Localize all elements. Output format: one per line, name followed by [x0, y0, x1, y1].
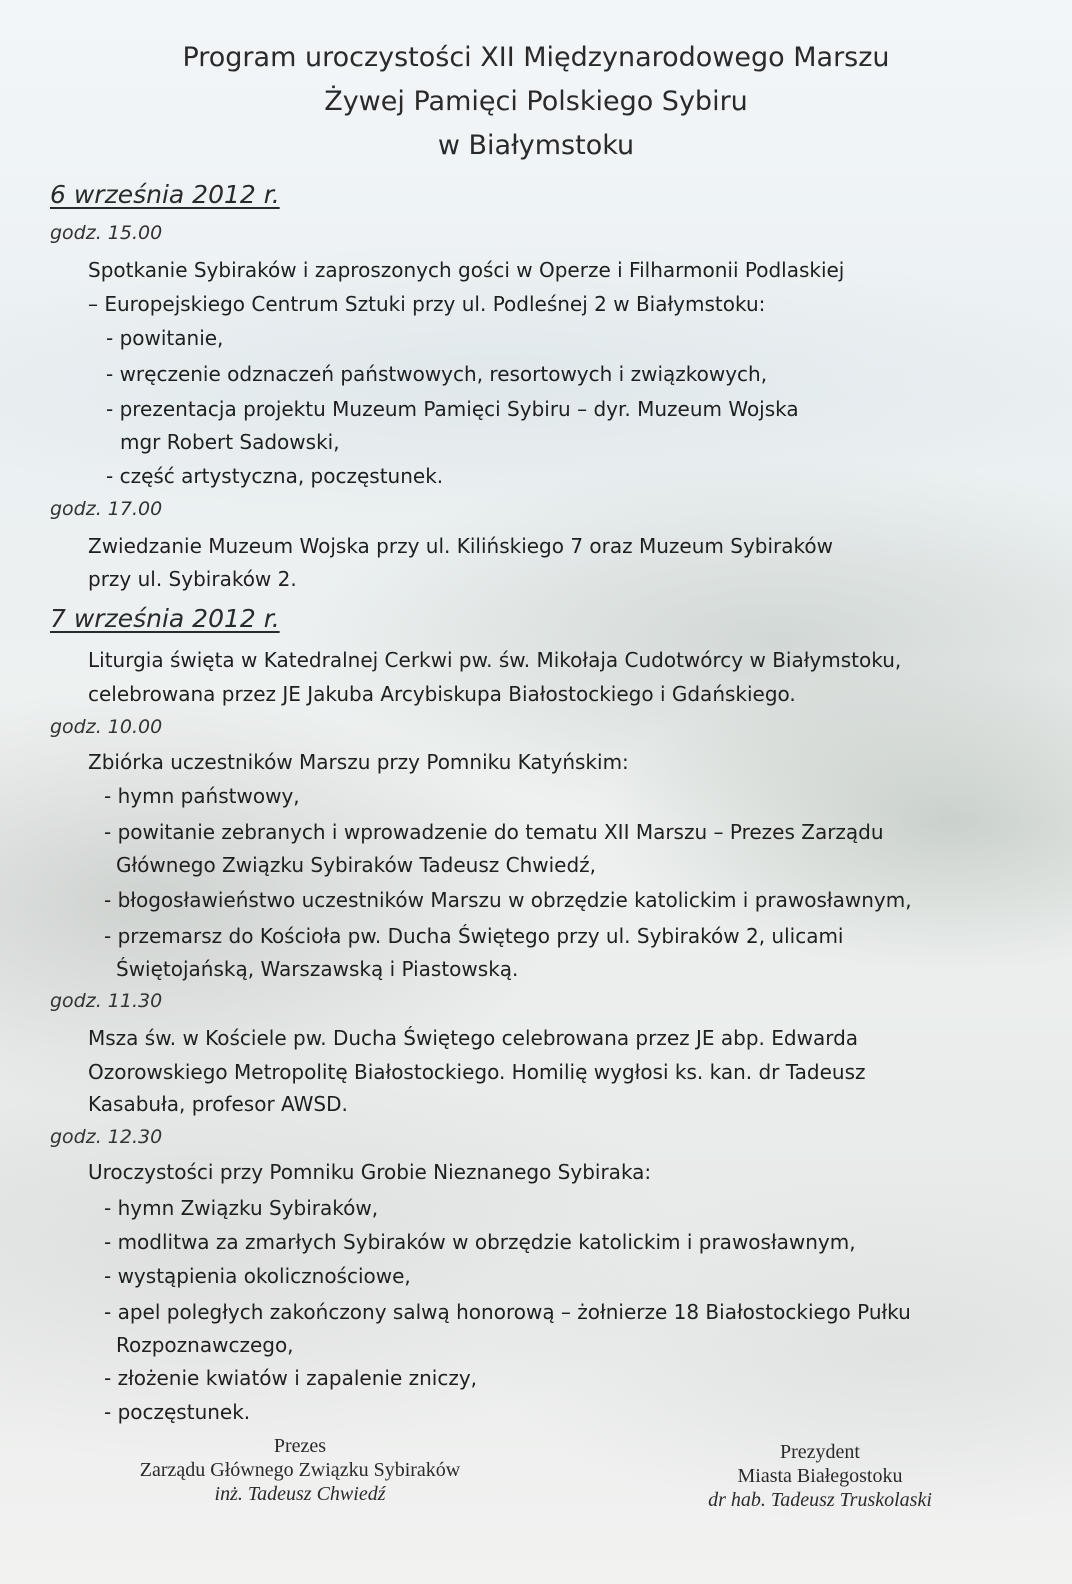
- list-item: - przemarsz do Kościoła pw. Ducha Świętego przy ul. Sybiraków 2, ulicami: [104, 924, 844, 948]
- list-item-continuation: mgr Robert Sadowski,: [120, 430, 340, 454]
- list-item: - wystąpienia okolicznościowe,: [104, 1264, 411, 1288]
- signature-org: Miasta Białegostoku: [737, 1465, 903, 1487]
- program-line: Ozorowskiego Metropolitę Białostockiego. Homilię wygłosi ks. kan. dr Tadeusz: [88, 1060, 866, 1084]
- program-line: Liturgia święta w Katedralnej Cerkwi pw. św. Mikołaja Cudotwórcy w Białymstoku,: [88, 648, 902, 672]
- list-item: - apel poległych zakończony salwą honorową – żołnierze 18 Białostockiego Pułku: [104, 1300, 911, 1324]
- list-item: - błogosławieństwo uczestników Marszu w obrzędzie katolickim i prawosławnym,: [104, 888, 912, 912]
- date-heading-day1: 6 września 2012 r.: [50, 180, 280, 209]
- signature-role: Prezydent: [780, 1441, 860, 1463]
- list-item-continuation: Głównego Związku Sybiraków Tadeusz Chwiedź,: [116, 853, 597, 877]
- signature-name: dr hab. Tadeusz Truskolaski: [708, 1489, 932, 1511]
- program-line: Zbiórka uczestników Marszu przy Pomniku Katyńskim:: [88, 750, 629, 774]
- time-label: godz. 11.30: [50, 990, 163, 1012]
- signature-name: inż. Tadeusz Chwiedź: [214, 1483, 386, 1505]
- program-line: – Europejskiego Centrum Sztuki przy ul. Podleśnej 2 w Białymstoku:: [88, 292, 766, 316]
- title-line-3: w Białymstoku: [437, 130, 635, 161]
- program-line: przy ul. Sybiraków 2.: [88, 567, 297, 591]
- list-item: - hymn państwowy,: [104, 784, 300, 808]
- program-line: Spotkanie Sybiraków i zaproszonych gości w Operze i Filharmonii Podlaskiej: [88, 258, 845, 282]
- signature-left: [60, 1434, 540, 1506]
- title-line-1: Program uroczystości XII Międzynarodowego Marszu: [182, 42, 890, 73]
- program-line: Msza św. w Kościele pw. Ducha Świętego celebrowana przez JE abp. Edwarda: [88, 1026, 859, 1050]
- list-item-continuation: Rozpoznawczego,: [116, 1333, 294, 1357]
- date-heading-day2: 7 września 2012 r.: [50, 604, 280, 633]
- list-item: - poczęstunek.: [104, 1400, 251, 1424]
- time-label: godz. 12.30: [50, 1126, 163, 1148]
- list-item: - hymn Związku Sybiraków,: [104, 1196, 379, 1220]
- list-item: - powitanie,: [106, 326, 224, 350]
- page-title: [0, 36, 1072, 168]
- list-item: - część artystyczna, poczęstunek.: [106, 464, 444, 488]
- list-item: - wręczenie odznaczeń państwowych, resortowych i związkowych,: [106, 362, 768, 386]
- program-line: Zwiedzanie Muzeum Wojska przy ul. Kilińskiego 7 oraz Muzeum Sybiraków: [88, 534, 833, 558]
- list-item: - prezentacja projektu Muzeum Pamięci Sybiru – dyr. Muzeum Wojska: [106, 397, 799, 421]
- program-line: Uroczystości przy Pomniku Grobie Nieznanego Sybiraka:: [88, 1160, 652, 1184]
- time-label: godz. 15.00: [50, 222, 163, 244]
- list-item: - powitanie zebranych i wprowadzenie do tematu XII Marszu – Prezes Zarządu: [104, 820, 884, 844]
- signature-org: Zarządu Głównego Związku Sybiraków: [139, 1459, 461, 1481]
- time-label: godz. 17.00: [50, 498, 163, 520]
- list-item: - modlitwa za zmarłych Sybiraków w obrzędzie katolickim i prawosławnym,: [104, 1230, 856, 1254]
- time-label: godz. 10.00: [50, 716, 163, 738]
- program-line: Kasabuła, profesor AWSD.: [88, 1092, 348, 1116]
- list-item: - złożenie kwiatów i zapalenie zniczy,: [104, 1366, 478, 1390]
- list-item-continuation: Świętojańską, Warszawską i Piastowską.: [116, 957, 519, 981]
- signature-right: [620, 1440, 1020, 1512]
- signature-role: Prezes: [273, 1435, 327, 1457]
- title-line-2: Żywej Pamięci Polskiego Sybiru: [324, 86, 748, 117]
- program-line: celebrowana przez JE Jakuba Arcybiskupa Białostockiego i Gdańskiego.: [88, 682, 796, 706]
